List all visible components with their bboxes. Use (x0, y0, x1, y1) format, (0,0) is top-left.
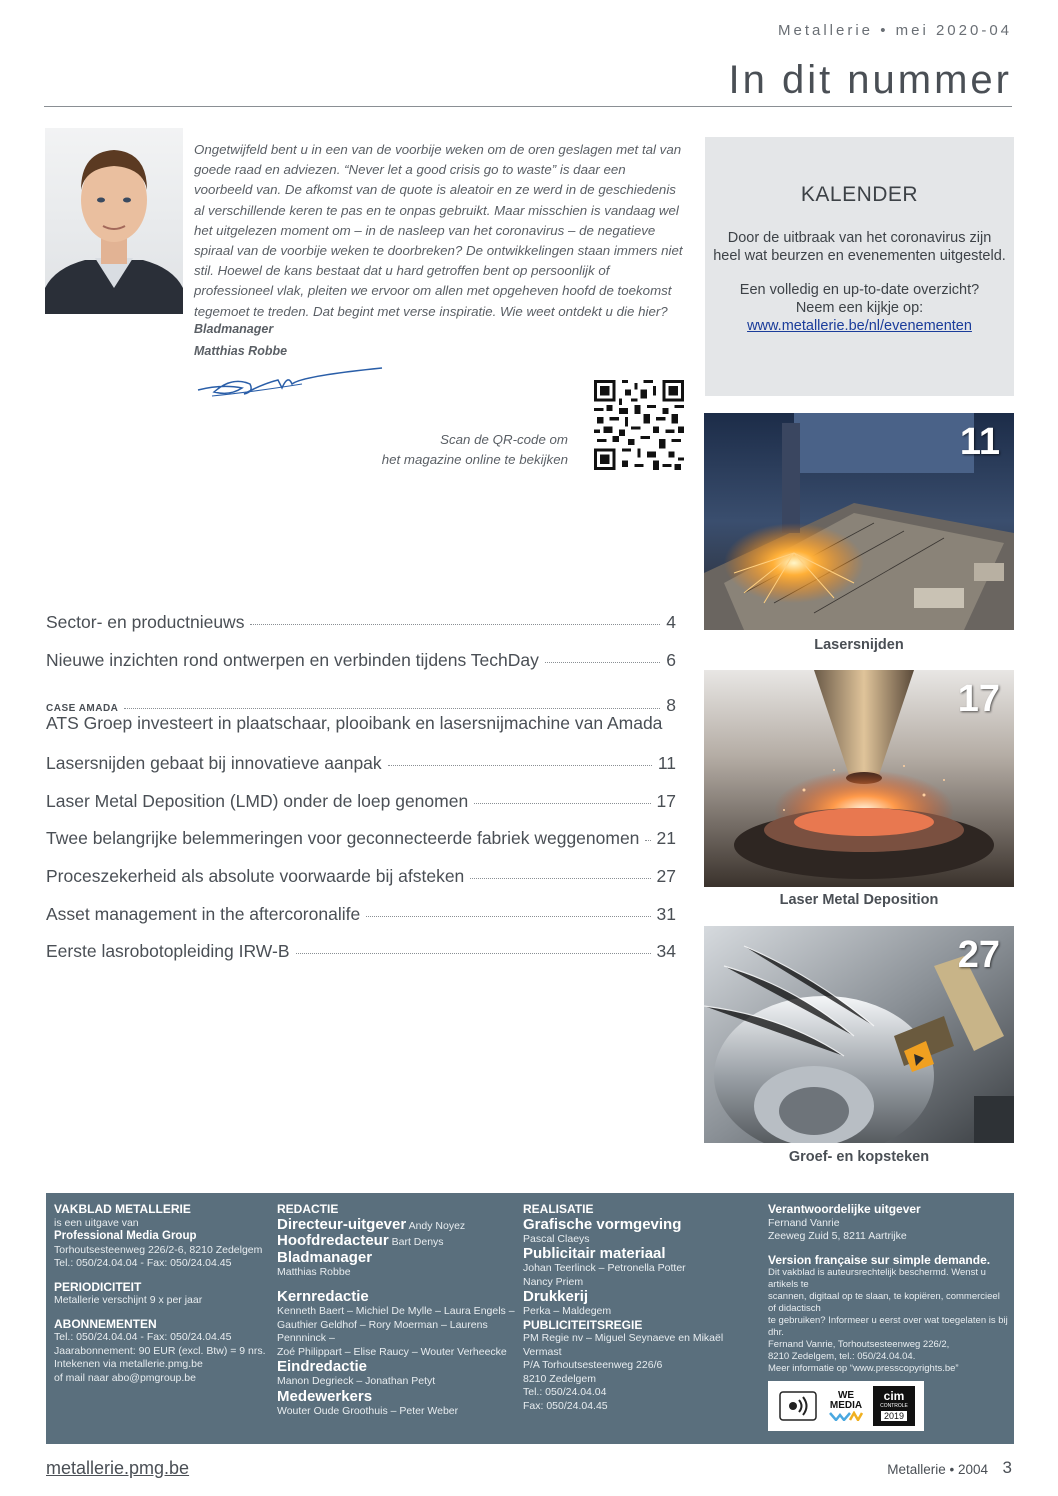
signer-title: Bladmanager (194, 322, 274, 336)
colophon-heading: REALISATIE (523, 1202, 594, 1216)
toc-entry[interactable] (46, 650, 676, 688)
toc-entry-page: 4 (666, 612, 676, 632)
colophon-heading: Verantwoordelijke uitgever (768, 1202, 921, 1216)
we-media-logo (825, 1386, 867, 1426)
colophon-text: PM Regie nv – Miguel Seynaeve en Mikaël Vermast (523, 1332, 724, 1358)
colophon-role: Bladmanager (277, 1248, 373, 1266)
colophon-production-column (523, 1203, 763, 1413)
toc-entry-page: 17 (656, 790, 676, 811)
toc-entry[interactable] (46, 904, 676, 942)
colophon-person: Matthias Robbe (277, 1265, 351, 1278)
colophon-role: Medewerkers (277, 1387, 373, 1405)
colophon-heading: PERIODICITEIT (54, 1279, 142, 1294)
toc-entry-page: 31 (656, 903, 676, 924)
toc-entry-title: Sector- en productnieuws (46, 612, 245, 632)
photo-caption: Laser Metal Deposition (779, 892, 939, 908)
colophon-person: Nancy Priem (523, 1275, 584, 1288)
footer-issue: Metallerie • 2004 (887, 1462, 988, 1477)
toc-leader (250, 624, 660, 625)
colophon-person: Kenneth Baert – Michiel De Mylle – Laura Engels – (277, 1305, 515, 1317)
colophon-heading: PUBLICITEITSREGIE (523, 1317, 643, 1332)
qr-caption-line2: het magazine online te bekijken (381, 452, 568, 467)
colophon-text: Torhoutsesteenweg 226/2-6, 8210 Zedelgem (54, 1243, 263, 1256)
toc-entry-title: Eerste lasrobotopleiding IRW-B (46, 941, 290, 962)
calendar-title: KALENDER (800, 183, 919, 206)
colophon-role: Kernredactie (277, 1288, 369, 1305)
calendar-notice-line2: heel wat beurzen en evenementen uitgesteld. (713, 248, 1006, 264)
toc-leader (296, 953, 651, 954)
qr-caption (382, 430, 568, 470)
toc-entry-title: Twee belangrijke belemmeringen voor geconnecteerde fabriek weggenomen (46, 828, 640, 849)
toc-leader (545, 662, 660, 663)
photo-page-number: 27 (957, 934, 1000, 976)
colophon-person: Gauthier Geldhof – Rory Moerman – Laurens Pennninck – (277, 1318, 488, 1344)
toc-entry-page: 8 (666, 695, 676, 716)
footer-website-link[interactable]: metallerie.pmg.be (46, 1458, 190, 1478)
we-media-logo-text: WE (837, 1390, 855, 1401)
copyright-logo (777, 1386, 819, 1426)
issue-line: Metallerie • mei 2020-04 (778, 22, 1012, 39)
toc-entry-title: Nieuwe inzichten rond ontwerpen en verbinden tijdens TechDay (46, 649, 539, 670)
copyright-text: 8210 Zedelgem, tel.: 050/24.04.04. (768, 1351, 916, 1362)
colophon-text: 8210 Zedelgem (523, 1372, 596, 1385)
toc-entry-title: Lasersnijden gebaat bij innovatieve aanpak (46, 753, 382, 774)
toc-case-entry[interactable] (46, 695, 676, 753)
colophon-text: P/A Torhoutsesteenweg 226/6 (523, 1359, 663, 1371)
colophon-heading: Version française sur simple demande. (768, 1252, 991, 1267)
logo-strip (768, 1381, 924, 1431)
colophon-text: Intekenen via metallerie.pmg.be (54, 1358, 203, 1370)
toc-entry-page: 21 (656, 828, 676, 849)
signer-name: Matthias Robbe (194, 344, 288, 358)
calendar-events-link[interactable]: www.metallerie.be/nl/evenementen (747, 318, 972, 334)
colophon-person: Manon Degrieck – Jonathan Petyt (277, 1375, 436, 1387)
copyright-text: Fernand Vanrie, Torhoutsesteenweg 226/2, (768, 1339, 950, 1350)
colophon-role: Eindredactie (277, 1358, 368, 1375)
calendar-cta (705, 281, 1014, 335)
colophon-person: Perka – Maldegem (523, 1305, 612, 1317)
colophon-text: of mail naar abo@pmgroup.be (54, 1371, 196, 1384)
toc-leader (645, 840, 650, 841)
colophon-role: Publicitair materiaal (523, 1245, 666, 1262)
photo-caption: Groef- en kopsteken (788, 1149, 930, 1165)
toc-leader (388, 765, 652, 766)
colophon-person: Pascal Claeys (523, 1232, 590, 1245)
editorial-text: Ongetwijfeld bent u in een van de voorbije weken om de oren geslagen met tal van goede raad en adviezen. “Never let a good crisis go to waste” is daar een voorbeeld van. De afkomst van de quote is aleatoir en ze werd in de geschiedenis al verschillende keren te pas en te onpas gebruikt. Maar misschien is vandaag wel het uitgelezen moment om – in de nasleep van het coronavirus – de negatieve spiraal van de voorbije weken te doorbreken? De ontwikkelingen staan immers niet stil. Hoewel de kans bestaat dat u hard getroffen bent op persoonlijk of professioneel vlak, pleiten we ervoor om allen met opgeheven hoofd de toekomst tegemoet te treden. Dat begint met verse inspiratie. Wie weet ontdekt u die hier? (194, 142, 683, 319)
colophon-person: Johan Teerlinck – Petronella Potter (523, 1262, 686, 1274)
photo-caption: Lasersnijden (814, 637, 904, 653)
toc-entry-title: Proceszekerheid als absolute voorwaarde bij afsteken (46, 865, 465, 886)
colophon-person: Zoé Philippart – Elise Raucy – Wouter Verheecke (277, 1345, 507, 1358)
toc-entry-page: 11 (657, 753, 676, 774)
colophon-text: Tel.: 050/24.04.04 - Fax: 050/24.04.45 (54, 1331, 232, 1343)
toc-entry-title: Laser Metal Deposition (LMD) onder de loep genomen (46, 790, 469, 811)
cim-logo-text: cim (883, 1389, 905, 1403)
toc-leader (366, 916, 650, 917)
photo-laser-metal-deposition[interactable] (704, 670, 1014, 887)
toc-entry[interactable] (46, 612, 676, 650)
page-title: In dit nummer (728, 58, 1012, 102)
colophon-text: Fernand Vanrie (768, 1216, 840, 1229)
toc-entry[interactable] (46, 753, 676, 791)
colophon-text: is een uitgave van (54, 1216, 139, 1229)
colophon-text: Jaarabonnement: 90 EUR (excl. Btw) = 9 nrs. (54, 1344, 266, 1357)
toc-entry[interactable] (46, 828, 676, 866)
colophon-heading: REDACTIE (277, 1202, 339, 1216)
cim-logo (873, 1386, 915, 1426)
toc-entry[interactable] (46, 791, 676, 829)
photo-grooving[interactable] (704, 926, 1014, 1143)
calendar-notice-line1: Door de uitbraak van het coronavirus zijn (727, 230, 992, 246)
photo-page-number: 11 (959, 421, 1000, 463)
toc-entry-title: Asset management in the aftercoronalife (46, 903, 361, 924)
copyright-text: scannen, digitaal op te slaan, te kopiëren, commercieel of didactisch (768, 1291, 1000, 1314)
toc-entry[interactable] (46, 941, 676, 979)
colophon-heading: VAKBLAD METALLERIE (54, 1202, 191, 1216)
toc-leader (124, 708, 660, 709)
calendar-box (705, 137, 1014, 396)
colophon-text: Metallerie verschijnt 9 x per jaar (54, 1294, 203, 1306)
colophon-role: Grafische vormgeving (523, 1215, 682, 1233)
colophon-text: Tel.: 050/24.04.04 (523, 1386, 607, 1398)
toc-entry-page: 34 (656, 941, 676, 962)
table-of-contents (46, 612, 676, 979)
toc-leader (474, 803, 650, 804)
qr-code[interactable] (594, 380, 684, 470)
colophon-publisher-column (54, 1203, 274, 1385)
cim-logo-text: 2019 (881, 1411, 907, 1421)
photo-laser-cutting[interactable] (704, 413, 1014, 630)
page-number: 3 (1002, 1458, 1012, 1477)
calendar-notice (705, 229, 1014, 265)
colophon-text: Tel.: 050/24.04.04 - Fax: 050/24.04.45 (54, 1257, 232, 1269)
toc-entry[interactable] (46, 866, 676, 904)
toc-entry-title: ATS Groep investeert in plaatschaar, plooibank en lasersnijmachine van Amada (46, 713, 663, 734)
author-portrait (45, 128, 183, 314)
we-media-logo-text: MEDIA (829, 1400, 863, 1411)
title-divider (44, 106, 1012, 107)
cim-logo-text: CONTROLE (880, 1403, 908, 1409)
colophon-role: Hoofdredacteur (277, 1232, 389, 1249)
colophon-heading: ABONNEMENTEN (54, 1316, 157, 1331)
calendar-cta-line2: Neem een kijkje op: (795, 300, 924, 316)
copyright-text: te gebruiken? Informeer u eerst over wat toegelaten is bij dhr. (768, 1315, 1008, 1338)
colophon-responsible-column (768, 1203, 1008, 1375)
colophon-editorial-column (277, 1203, 517, 1418)
colophon-role: Drukkerij (523, 1288, 589, 1305)
colophon-text: Zeeweg Zuid 5, 8211 Aartrijke (768, 1230, 907, 1242)
colophon-text: Fax: 050/24.04.45 (523, 1399, 608, 1412)
colophon (46, 1193, 1014, 1444)
copyright-text: Meer informatie op “www.presscopyrights.be” (768, 1363, 959, 1374)
qr-caption-line1: Scan de QR-code om (440, 432, 568, 447)
colophon-person: Bart Denys (391, 1236, 444, 1248)
toc-case-label: CASE AMADA (46, 703, 119, 715)
calendar-cta-line1: Een volledig en up-to-date overzicht? (739, 282, 980, 298)
toc-entry-page: 6 (666, 649, 676, 670)
handwritten-signature (192, 362, 392, 402)
publisher-name: Professional Media Group (54, 1230, 197, 1242)
colophon-role: Directeur-uitgever (277, 1215, 407, 1233)
toc-entry-page: 27 (656, 865, 676, 886)
toc-leader (470, 878, 650, 879)
photo-page-number: 17 (957, 678, 1000, 720)
colophon-person: Andy Noyez (408, 1219, 466, 1232)
copyright-text: Dit vakblad is auteursrechtelijk beschermd. Wenst u artikels te (768, 1267, 986, 1290)
colophon-person: Wouter Oude Groothuis – Peter Weber (277, 1404, 459, 1417)
